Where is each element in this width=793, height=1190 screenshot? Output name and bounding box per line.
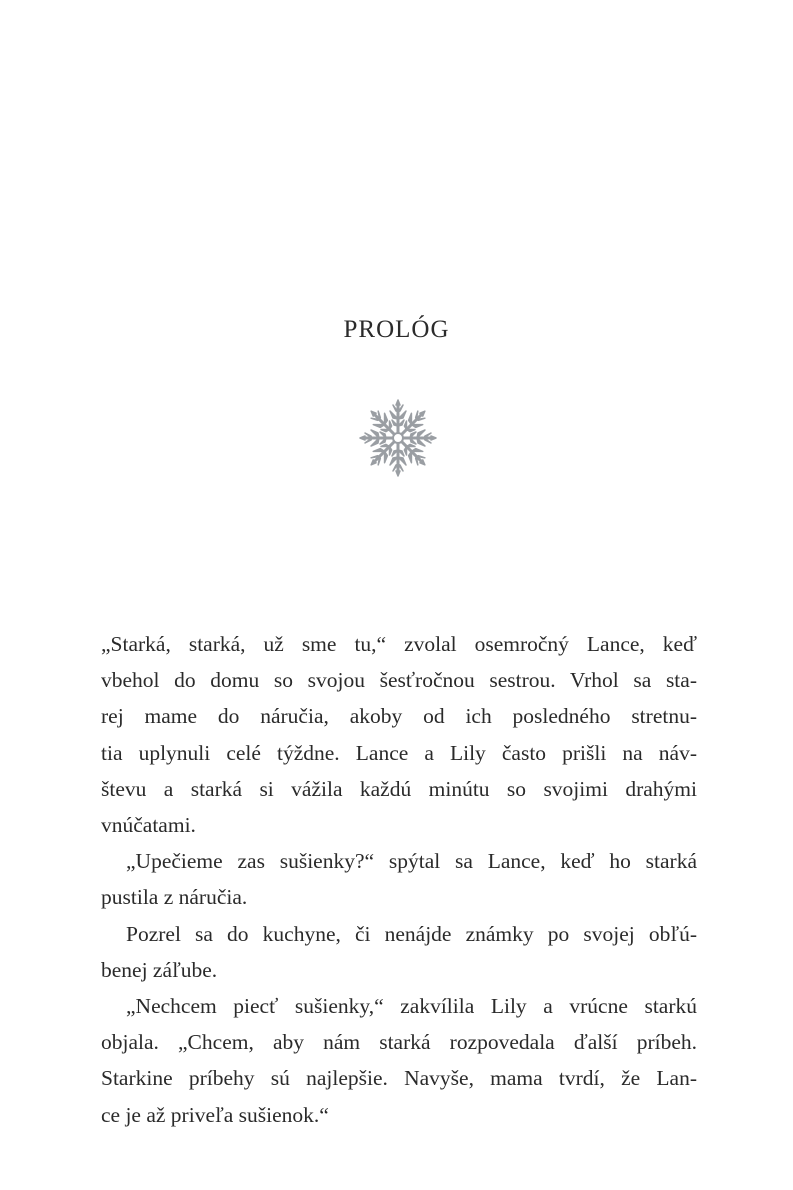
text-line: števu a starká si vážila každú minútu so svojimi drahými [101,776,697,801]
paragraph [101,916,697,988]
text-line: „Nechcem piecť sušienky,“ zakvílila Lily a vrúcne starkú [126,994,697,1019]
snowflake-icon [357,397,439,479]
prologue-text [101,626,697,1133]
text-line: benej záľube. [101,957,218,982]
text-line: vnúčatami. [101,813,196,838]
paragraph [101,626,697,843]
text-line: vbehol do domu so svojou šesťročnou sestrou. Vrhol sa sta- [101,668,697,693]
paragraph [101,843,697,915]
text-line: ce je až priveľa sušienok.“ [101,1102,329,1127]
text-line: objala. „Chcem, aby nám starká rozpovedala ďalší príbeh. [101,1030,697,1055]
text-line: pustila z náručia. [101,885,248,910]
chapter-title: PROLÓG [343,316,450,343]
text-line: Starkine príbehy sú najlepšie. Navyše, mama tvrdí, že Lan- [101,1066,697,1091]
text-line: Pozrel sa do kuchyne, či nenájde známky po svojej obľú- [126,921,697,946]
text-line: „Upečieme zas sušienky?“ spýtal sa Lance, keď ho starká [126,849,697,874]
text-line: tia uplynuli celé týždne. Lance a Lily často prišli na náv- [101,740,697,765]
text-line: rej mame do náručia, akoby od ich posledného stretnu- [101,704,697,729]
text-line: „Starká, starká, už sme tu,“ zvolal osemročný Lance, keď [101,632,697,656]
paragraph [101,988,697,1133]
